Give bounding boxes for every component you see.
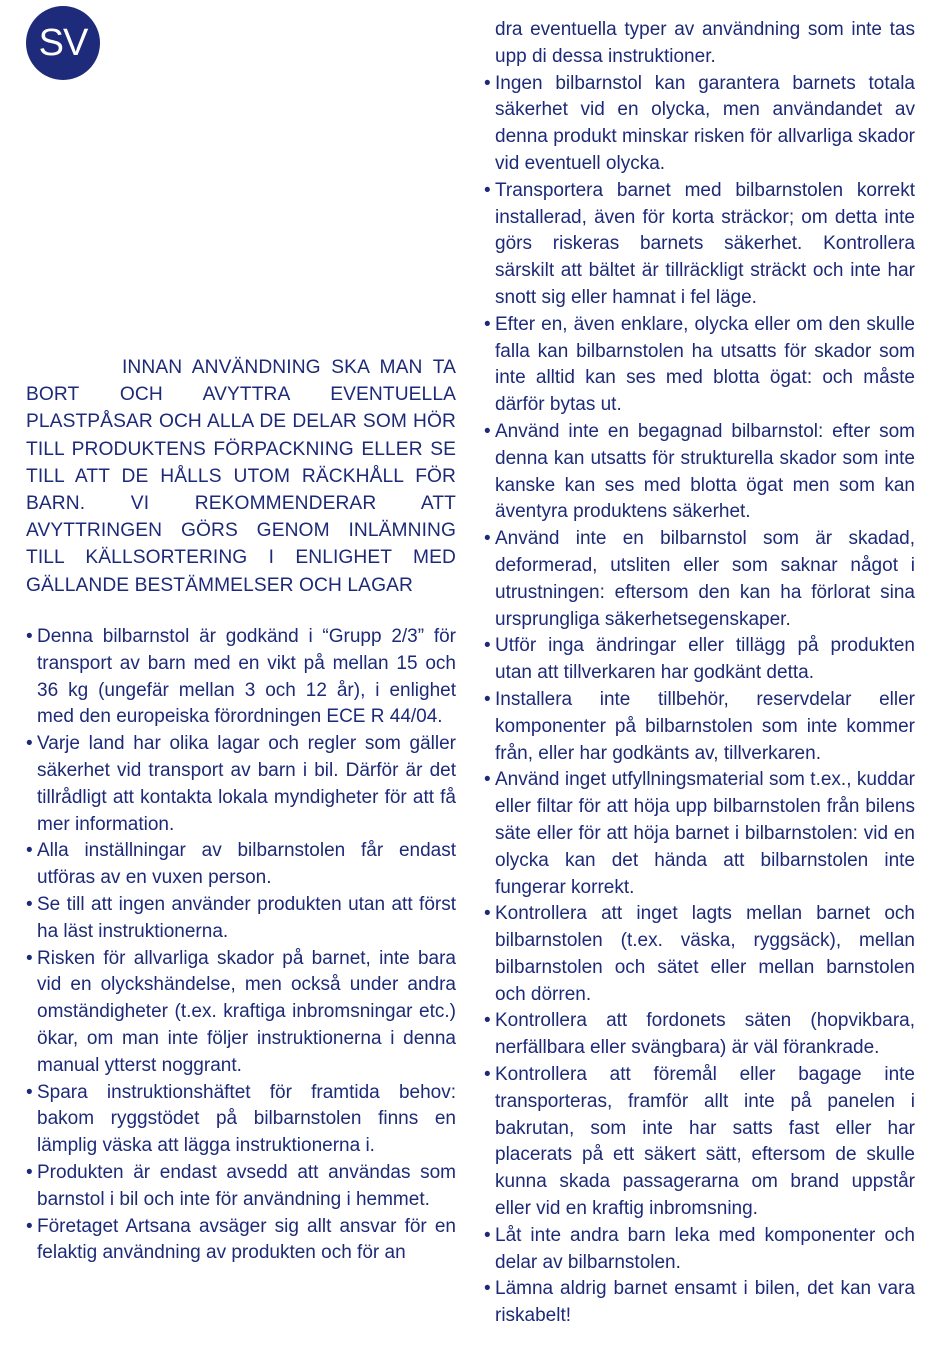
right-instruction-list [484,17,915,1330]
list-item: • Risken för allvarliga skador på barnet, inte bara vid en olyckshändelse, men också under andra omständigheter (t.ex. kraftiga inbromsningar etc.) ökar, om man inte följer instruktionerna i denna manual ytterst noggrant. [26,947,456,1076]
list-item: • Denna bilbarnstol är godkänd i “Grupp 2/3” för transport av barn med en vikt på mellan 15 och 36 kg (ungefär mellan 3 och 12 år), i enlighet med den europeiska förordningen ECE R 44/04. [26,626,456,728]
warning-text: INNAN ANVÄNDNING SKA MAN TA BORT OCH AVYTTRA EVENTUELLA PLASTPÅSAR OCH ALLA DE DELAR SOM HÖR TILL PRODUKTENS FÖRPACKNING ELLER SE TILL ATT DE HÅLLS UTOM RÄCKHÅLL FÖR BARN. VI REKOMMENDERAR ATT AVYTTRINGEN GÖRS GENOM INLÄMNING TILL KÄLLSORTERING I ENLIGHET MED GÄLLANDE BESTÄMMELSER OCH LAGAR [26,357,456,596]
list-item: • Låt inte andra barn leka med komponenter och delar av bilbarnstolen. [484,1224,915,1273]
list-item: • Efter en, även enklare, olycka eller om den skulle falla kan bilbarnstolen ha utsatts för skador som inte alltid kan ses med blotta ögat: och måste därför bytas ut. [484,313,915,416]
list-item: • Lämna aldrig barnet ensamt i bilen, det kan vara riskabelt! [484,1278,915,1327]
list-item: • Installera inte tillbehör, reservdelar eller komponenter på bilbarnstolen som inte kommer från, eller har godkänts av, tillverkaren. [484,688,915,764]
language-code: SV [38,21,88,64]
list-item: • Ingen bilbarnstol kan garantera barnets totala säkerhet vid en olycka, men användandet av denna produkt minskar risken för allvarliga skador vid eventuell olycka. [484,72,915,174]
list-item: • Kontrollera att inget lagts mellan barnet och bilbarnstolen (t.ex. väska, ryggsäck), mellan bilbarnstolen och sätet eller mellan barnstolen och dörren. [484,903,915,1005]
list-item: • Kontrollera att fordonets säten (hopvikbara, nerfällbara eller svängbara) är väl förankrade. [484,1010,915,1059]
list-item: • Transportera barnet med bilbarnstolen korrekt installerad, även för korta sträckor; om detta inte görs riskeras barnets säkerhet. Kontrollera särskilt att bältet är tillräckligt sträckt och inte har snott sig eller hamnat i fel läge. [484,179,915,308]
warning-notice [26,354,456,599]
list-item: • Spara instruktionshäftet för framtida behov: bakom ryggstödet på bilbarnstolen finns en lämplig väska att lägga instruktionerna i. [26,1081,456,1157]
list-item: • Använd inte en bilbarnstol som är skadad, deformerad, utsliten eller som saknar något i utrustningen: eftersom den kan ha förlorat sina ursprungliga säkerhetsegenskaper. [484,528,915,630]
list-item: • Kontrollera att föremål eller bagage inte transporteras, framför allt inte på panelen i bakrutan, som inte har satts fast eller har placerats på ett säkert sätt, eftersom de skulle kunna skada passagerarna om brand uppstår eller vid en kraftig inbromsning. [484,1064,915,1220]
list-item: • Produkten är endast avsedd att användas som barnstol i bil och inte för användning i hemmet. [26,1161,456,1210]
list-item: • Företaget Artsana avsäger sig allt ansvar för en felaktig användning av produkten och för an [26,1215,456,1264]
list-item: • Alla inställningar av bilbarnstolen får endast utföras av en vuxen person. [26,840,456,889]
list-item: • Använd inget utfyllningsmaterial som t.ex., kuddar eller filtar för att höja upp bilbarnstolen från bilens säte eller för att höja barnet i bilbarnstolen: vid en olycka kan det hända att bilbarnstolen inte fungerar korrekt. [484,769,915,898]
left-instruction-list [26,624,456,1267]
list-item: • Varje land har olika lagar och regler som gäller säkerhet vid transport av barn i bil. Därför är det tillrådligt att kontakta lokala myndigheter för att få mer information. [26,733,456,835]
language-badge [26,6,100,80]
list-item: • Använd inte en begagnad bilbarnstol: efter som denna kan utsatts för strukturella skador som inte kanske kan ses med blotta ögat men som kan äventyra produktens säkerhet. [484,420,915,523]
list-item: • Se till att ingen använder produkten utan att först ha läst instruktionerna. [26,893,456,942]
list-item: • Utför inga ändringar eller tillägg på produkten utan att tillverkaren har godkänt detta. [484,635,915,684]
list-item-continuation: dra eventuella typer av användning som inte tas upp di dessa instruktioner. [495,19,915,67]
